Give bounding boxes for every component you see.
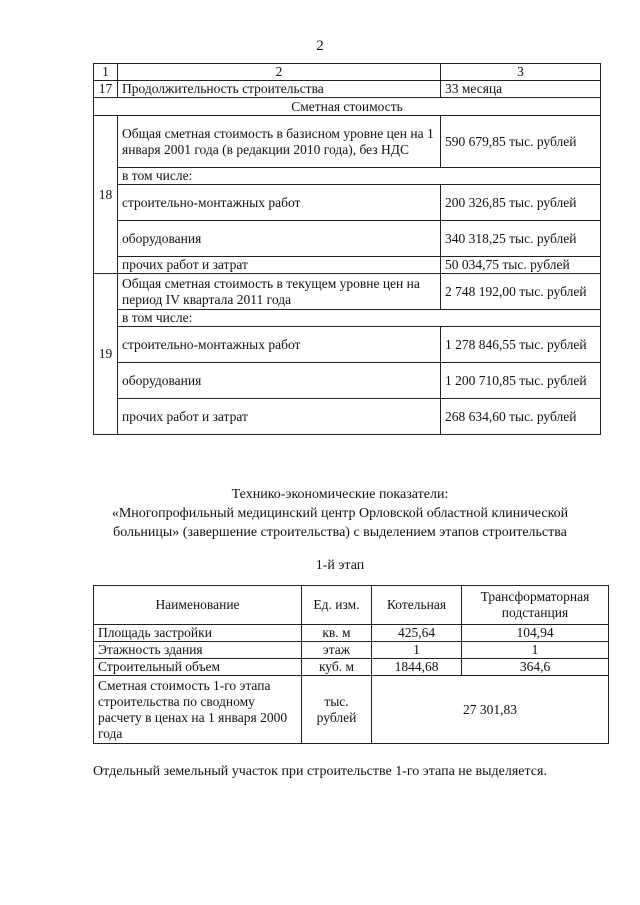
table-row (94, 221, 601, 257)
table-row (94, 257, 601, 274)
section-title: Сметная стоимость (94, 98, 601, 116)
row-unit: этаж (302, 642, 372, 659)
row-value: 268 634,60 тыс. рублей (441, 399, 601, 435)
table-row (94, 327, 601, 363)
row-name: Строительный объем (94, 659, 302, 676)
col-header-2: 2 (118, 64, 441, 81)
table-row (94, 399, 601, 435)
row-number: 19 (94, 274, 118, 435)
page-number: 2 (316, 38, 324, 54)
row-label: строительно-монтажных работ (118, 185, 441, 221)
row-number: 18 (94, 116, 118, 274)
row-boiler: 1844,68 (372, 659, 462, 676)
row-label: прочих работ и затрат (118, 257, 441, 274)
row-label: оборудования (118, 221, 441, 257)
row-substation: 364,6 (462, 659, 609, 676)
section-row (94, 98, 601, 116)
table-row (94, 116, 601, 168)
table-header-row (94, 586, 609, 625)
col-header-substation: Трансформаторная подстанция (462, 586, 609, 625)
col-header-name: Наименование (94, 586, 302, 625)
table-row (94, 676, 609, 744)
row-unit: тыс. рублей (302, 676, 372, 744)
col-header-1: 1 (94, 64, 118, 81)
including-label: в том числе: (118, 168, 601, 185)
col-header-3: 3 (441, 64, 601, 81)
row-boiler: 1 (372, 642, 462, 659)
row-value: 33 месяца (441, 81, 601, 98)
row-value: 50 034,75 тыс. рублей (441, 257, 601, 274)
col-header-unit: Ед. изм. (302, 586, 372, 625)
row-name: Площадь застройки (94, 625, 302, 642)
row-number: 17 (94, 81, 118, 98)
table-row (94, 642, 609, 659)
table-row (94, 625, 609, 642)
table-row (94, 168, 601, 185)
row-label: Продолжительность строительства (118, 81, 441, 98)
row-unit: куб. м (302, 659, 372, 676)
table-row (94, 81, 601, 98)
col-header-boiler: Котельная (372, 586, 462, 625)
row-value: 1 200 710,85 тыс. рублей (441, 363, 601, 399)
row-value: 1 278 846,55 тыс. рублей (441, 327, 601, 363)
row-label: Общая сметная стоимость в базисном уровне цен на 1 января 2001 года (в редакции 2010 года), без НДС (118, 116, 441, 168)
row-substation: 1 (462, 642, 609, 659)
footer-note: Отдельный земельный участок при строительстве 1-го этапа не выделяется. (93, 764, 547, 779)
heading-line-2: «Многопрофильный медицинский центр Орловской областной клинической больницы» (завершение строительства) с выделением этапов строительства (111, 506, 569, 540)
table-row (94, 310, 601, 327)
including-label: в том числе: (118, 310, 601, 327)
table-header-row (94, 64, 601, 81)
table-row (94, 363, 601, 399)
row-boiler: 425,64 (372, 625, 462, 642)
row-value: 200 326,85 тыс. рублей (441, 185, 601, 221)
row-value: 340 318,25 тыс. рублей (441, 221, 601, 257)
row-substation: 104,94 (462, 625, 609, 642)
row-label: строительно-монтажных работ (118, 327, 441, 363)
row-unit: кв. м (302, 625, 372, 642)
indicators-table (93, 585, 609, 744)
heading-line-1: Технико-экономические показатели: (231, 487, 449, 502)
row-value: 590 679,85 тыс. рублей (441, 116, 601, 168)
cost-table (93, 63, 601, 435)
row-name: Сметная стоимость 1-го этапа строительства по сводному расчету в ценах на 1 января 2000 года (94, 676, 302, 744)
row-name: Этажность здания (94, 642, 302, 659)
table-row (94, 185, 601, 221)
table-row (94, 274, 601, 310)
row-label: прочих работ и затрат (118, 399, 441, 435)
stage-title: 1-й этап (315, 558, 365, 573)
row-value: 2 748 192,00 тыс. рублей (441, 274, 601, 310)
row-label: Общая сметная стоимость в текущем уровне цен на период IV квартала 2011 года (118, 274, 441, 310)
table-row (94, 659, 609, 676)
row-cost-value: 27 301,83 (372, 676, 609, 744)
row-label: оборудования (118, 363, 441, 399)
